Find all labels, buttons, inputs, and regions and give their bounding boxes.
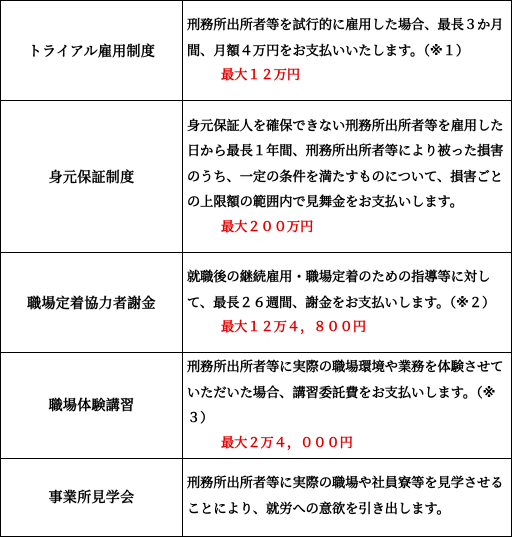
max-amount: 最大２００万円 [221, 219, 314, 235]
system-description: 就職後の継続雇用・職場定着のための指導等に対して、最長２６週間、謝金をお支払いします。（※２） [187, 270, 496, 311]
system-description: 刑務所出所者等に実際の職場や社員寮等を見学させることにより、就労への意欲を引き出します。 [187, 476, 504, 517]
system-name: トライアル雇用制度 [1, 1, 183, 101]
system-description: 身元保証人を確保できない刑務所出所者等を雇用した日から最長１年間、刑務所出所者等により被った損害のうち、一定の条件を満たすものについて、損害ごとの上限額の範囲内で見舞金をお支払いします。 [187, 118, 504, 210]
table-row [1, 458, 512, 536]
system-description: 刑務所出所者等を試行的に雇用した場合、最長３か月間、月額４万円をお支払いいたします。（※１） [187, 18, 504, 59]
system-description-cell [183, 353, 512, 459]
system-name: 身元保証制度 [1, 101, 183, 253]
system-name: 職場定着協力者謝金 [1, 253, 183, 353]
system-description-cell [183, 101, 512, 253]
max-amount: 最大１２万４，８００円 [221, 320, 367, 335]
max-amount: 最大１２万円 [221, 68, 301, 83]
system-description-cell [183, 253, 512, 353]
table-row [1, 101, 512, 253]
system-name: 事業所見学会 [1, 458, 183, 536]
system-description-cell [183, 1, 512, 101]
system-description: 刑務所出所者等に実際の職場環境や業務を体験させていただいた場合、講習委託費をお支払いします。（※３） [187, 360, 504, 426]
table-row [1, 253, 512, 353]
table-row [1, 1, 512, 101]
table-row [1, 353, 512, 459]
max-amount: 最大２万４，０００円 [221, 435, 353, 451]
system-description-cell [183, 458, 512, 536]
system-name: 職場体験講習 [1, 353, 183, 459]
